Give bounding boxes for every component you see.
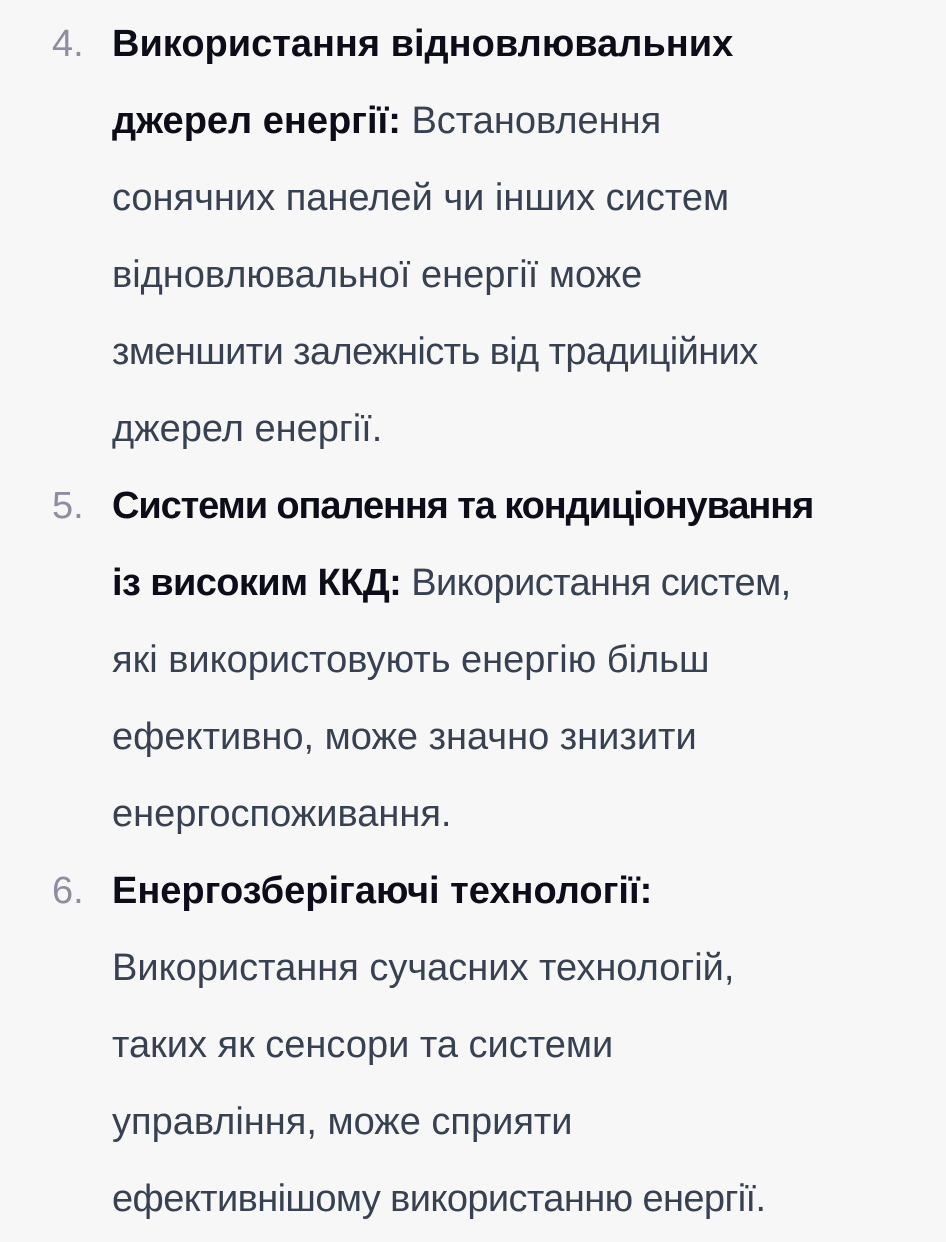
- item-title: Використання відновлювальних: [112, 23, 734, 65]
- item-description: сонячних панелей чи інших систем: [112, 177, 730, 219]
- item-description: Встановлення: [400, 100, 662, 142]
- list-line: [112, 853, 652, 930]
- list-line: [112, 6, 733, 83]
- item-description: Використання сучасних технологій,: [112, 947, 735, 989]
- list-line: [112, 468, 813, 545]
- item-description: які використовують енергію більш: [112, 639, 710, 681]
- item-description: таких як сенсори та системи: [112, 1024, 614, 1066]
- list-number: 5.: [52, 485, 84, 527]
- item-title: Енергозберігаючі технології:: [112, 870, 653, 912]
- item-description: енергоспоживання.: [112, 793, 452, 835]
- item-description: джерел енергії.: [112, 408, 383, 450]
- list-number: 4.: [52, 23, 84, 65]
- item-description: відновлювальної енергії може: [112, 254, 643, 296]
- item-description: ефективно, може значно знизити: [112, 716, 697, 758]
- item-title: джерел енергії:: [112, 100, 401, 142]
- list-line: [112, 83, 661, 160]
- list-line: [112, 545, 791, 622]
- item-description: ефективнішому використанню енергії.: [112, 1178, 766, 1220]
- list-number: 6.: [52, 870, 84, 912]
- item-title: із високим ККД:: [112, 562, 402, 604]
- item-description: управління, може сприяти: [112, 1101, 573, 1143]
- item-description: зменшити залежність від традиційних: [112, 331, 758, 373]
- item-title: Системи опалення та кондиціонування: [112, 485, 814, 527]
- item-description: Використання систем,: [401, 562, 791, 604]
